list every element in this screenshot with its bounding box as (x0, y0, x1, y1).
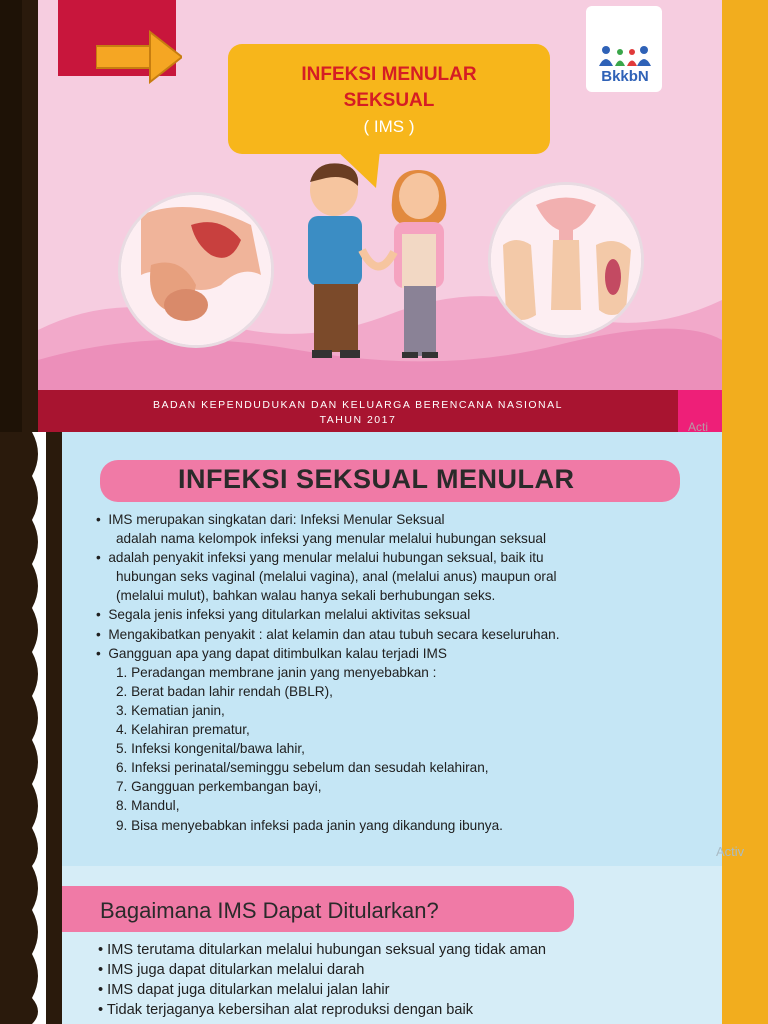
arrow-right-icon (96, 30, 182, 84)
right-orange-strip-2 (722, 432, 768, 866)
footer-line-1: BADAN KEPENDUDUKAN DAN KELUARGA BERENCANA NASIONAL (153, 399, 563, 411)
slide-2 (0, 432, 768, 866)
numbered-item: 5. Infeksi kongenital/bawa lahir, (116, 741, 305, 757)
bullet-text: adalah penyakit infeksi yang menular melalui hubungan seksual, baik itu (108, 550, 544, 566)
numbered-item: 6. Infeksi perinatal/seminggu sebelum dan sesudah kelahiran, (116, 760, 489, 776)
slide-3-title: Bagaimana IMS Dapat Ditularkan? (100, 898, 439, 923)
left-dark-strip (0, 0, 22, 432)
bullet-text: (melalui mulut), bahkan walau hanya sekali berhubungan seks. (116, 588, 496, 604)
numbered-item: 4. Kelahiran prematur, (116, 722, 250, 738)
slide-3-body (98, 940, 718, 1020)
slide-2-body (96, 510, 716, 835)
slide-1-title (228, 62, 550, 114)
slide-2-title: INFEKSI SEKSUAL MENULAR (178, 464, 575, 494)
male-anatomy-illustration (118, 192, 274, 348)
bullet-text: adalah nama kelompok infeksi yang menular melalui hubungan seksual (116, 531, 546, 547)
list-item: • IMS merupakan singkatan dari: Infeksi Menular Seksual (96, 512, 445, 527)
list-item: • IMS juga dapat ditularkan melalui darah (98, 962, 365, 978)
slide-1-subtitle: ( IMS ) (363, 117, 415, 136)
activation-watermark: Acti (688, 420, 709, 432)
slide-3 (0, 866, 768, 1024)
bullet-text: IMS terutama ditularkan melalui hubungan seksual yang tidak aman (107, 942, 547, 958)
numbered-item: 8. Mandul, (116, 798, 180, 814)
logo-text: BkkbN (601, 68, 649, 85)
right-orange-strip (722, 0, 768, 432)
list-item: • adalah penyakit infeksi yang menular melalui hubungan seksual, baik itu (96, 550, 544, 566)
list-item: • Segala jenis infeksi yang ditularkan melalui aktivitas seksual (96, 607, 471, 623)
list-item (96, 586, 716, 605)
bullet-text: Gangguan apa yang dapat ditimbulkan kalau terjadi IMS (108, 645, 447, 661)
slide-1-title-line-2: SEKSUAL (343, 90, 435, 111)
couple-illustration (286, 160, 466, 365)
bullet-text: IMS dapat juga ditularkan melalui jalan lahir (107, 982, 390, 998)
family-logo-icon (596, 42, 654, 68)
right-orange-strip-3 (722, 866, 768, 1024)
list-item: • Gangguan apa yang dapat ditimbulkan kalau terjadi IMS (96, 645, 447, 661)
bullet-text: Tidak terjaganya kebersihan alat reproduksi dengan baik (106, 1002, 474, 1018)
list-item: • Tidak terjaganya kebersihan alat reproduksi dengan baik (98, 1002, 474, 1018)
numbered-list (96, 663, 716, 835)
list-item: • Mengakibatkan penyakit : alat kelamin dan atau tubuh secara keseluruhan. (96, 626, 560, 642)
bullet-text: Segala jenis infeksi yang ditularkan melalui aktivitas seksual (108, 607, 471, 623)
numbered-item: 7. Gangguan perkembangan bayi, (116, 779, 322, 795)
bullet-text: IMS merupakan singkatan dari: Infeksi Menular Seksual (108, 512, 445, 527)
slide-1-footer (38, 390, 678, 432)
bullet-text: IMS juga dapat ditularkan melalui darah (107, 962, 365, 978)
bullet-text: hubungan seks vaginal (melalui vagina), anal (melalui anus) maupun oral (116, 569, 557, 585)
list-item (96, 567, 716, 586)
slide-1-title-line-1: INFEKSI MENULAR (301, 64, 477, 85)
list-item: • IMS terutama ditularkan melalui hubungan seksual yang tidak aman (98, 942, 547, 958)
scalloped-border (22, 432, 46, 866)
list-item: • IMS dapat juga ditularkan melalui jalan lahir (98, 982, 390, 998)
speech-bubble-tail (336, 150, 386, 190)
numbered-item: 9. Bisa menyebabkan infeksi pada janin yang dikandung ibunya. (116, 817, 503, 833)
numbered-item: 3. Kematian janin, (116, 702, 225, 718)
bullet-text: Mengakibatkan penyakit : alat kelamin dan atau tubuh secara keseluruhan. (108, 626, 560, 642)
female-anatomy-illustration (488, 182, 644, 338)
scalloped-border (22, 866, 46, 1024)
footer-line-2: TAHUN 2017 (319, 414, 397, 426)
numbered-item: 1. Peradangan membrane janin yang menyebabkan : (116, 664, 437, 680)
activation-watermark: Activ (716, 844, 745, 859)
list-item (96, 529, 716, 548)
slide-1 (0, 0, 768, 432)
numbered-item: 2. Berat badan lahir rendah (BBLR), (116, 683, 333, 699)
